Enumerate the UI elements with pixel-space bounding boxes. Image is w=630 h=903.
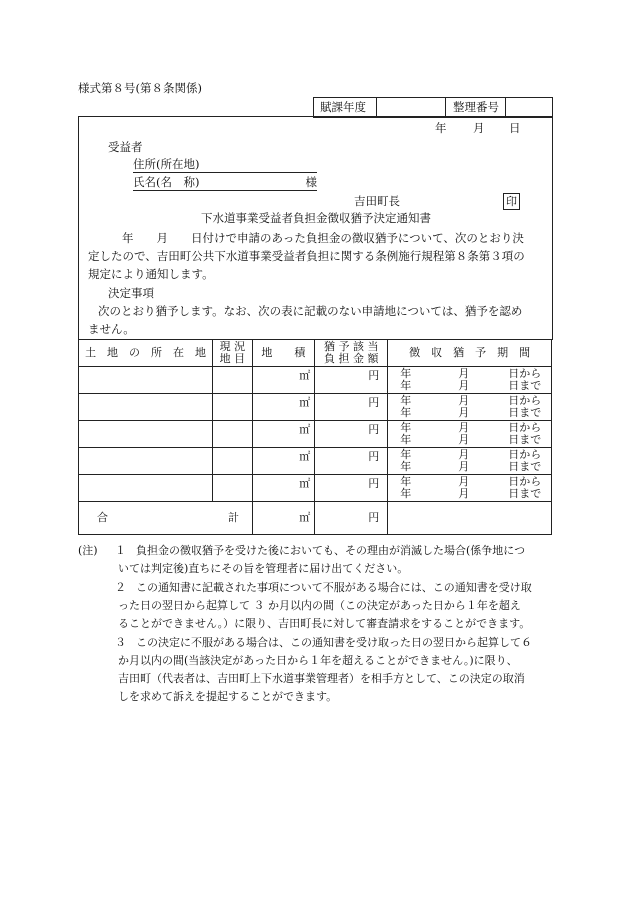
location-cell[interactable] <box>79 448 213 475</box>
area-unit: ㎡ <box>299 477 311 490</box>
note-1-line-1 <box>78 542 526 561</box>
period-until: 日まで <box>508 406 542 419</box>
table-row <box>79 367 552 394</box>
area-cell[interactable] <box>252 367 315 394</box>
area-cell[interactable] <box>252 394 315 421</box>
period-cell[interactable] <box>388 475 552 502</box>
period-from: 日から <box>508 475 542 488</box>
seal-stamp: 印 <box>503 193 520 210</box>
period-from: 日から <box>508 394 542 407</box>
land-use-cell[interactable] <box>213 367 253 394</box>
total-row <box>79 502 552 535</box>
total-label-cell <box>79 502 253 535</box>
period-cell[interactable] <box>388 421 552 448</box>
amount-header-line1: 猶 予 該 当 <box>323 340 379 353</box>
note-3-number: ３ <box>115 636 126 649</box>
area-cell[interactable] <box>252 448 315 475</box>
period-month-until: 月 <box>458 433 470 446</box>
period-year-until: 年 <box>400 487 412 500</box>
amount-cell[interactable] <box>315 448 388 475</box>
location-cell[interactable] <box>79 475 213 502</box>
period-year-from: 年 <box>400 421 412 434</box>
location-cell[interactable] <box>79 394 213 421</box>
amount-cell[interactable] <box>315 394 388 421</box>
land-use-cell[interactable] <box>213 448 253 475</box>
area-unit: ㎡ <box>299 450 311 463</box>
note-1-text: 負担金の徴収猶予を受けた後においても、その理由が消滅した場合(係争地につ <box>136 544 526 557</box>
period-until: 日まで <box>508 379 542 392</box>
land-use-header-line1: 現 況 <box>219 340 246 353</box>
amount-cell[interactable] <box>315 475 388 502</box>
table-row <box>79 421 552 448</box>
period-year-from: 年 <box>400 367 412 380</box>
note-3-line-4: しを求めて訴えを提起することができます。 <box>118 690 338 703</box>
location-cell[interactable] <box>79 367 213 394</box>
area-unit: ㎡ <box>299 369 311 382</box>
honorific: 様 <box>305 175 317 189</box>
period-year-from: 年 <box>400 394 412 407</box>
deferral-table <box>78 339 552 535</box>
total-period-cell <box>388 502 552 535</box>
note-1-number: １ <box>115 544 126 557</box>
amount-unit: 円 <box>368 396 380 409</box>
note-2-line-1: この通知書に記載された事項について不服がある場合には、この通知書を受け取 <box>136 581 532 594</box>
total-amount-cell[interactable] <box>315 502 388 535</box>
name-line[interactable] <box>133 177 317 191</box>
total-amount-unit: 円 <box>368 511 380 524</box>
period-until: 日まで <box>508 487 542 500</box>
amount-unit: 円 <box>368 450 380 463</box>
table-header-row <box>79 340 552 367</box>
issuer-title: 吉田町長 <box>354 194 400 208</box>
address-label: 住所(所在地) <box>133 157 200 171</box>
recipient-label: 受益者 <box>108 140 143 154</box>
land-use-cell[interactable] <box>213 421 253 448</box>
period-year-until: 年 <box>400 406 412 419</box>
period-month-until: 月 <box>458 460 470 473</box>
land-use-cell[interactable] <box>213 394 253 421</box>
fiscal-year-field[interactable] <box>377 98 445 117</box>
period-cell[interactable] <box>388 394 552 421</box>
location-cell[interactable] <box>79 421 213 448</box>
decision-line-2: ません。 <box>88 322 135 336</box>
period-month-until: 月 <box>458 379 470 392</box>
reference-number-field[interactable] <box>506 98 552 117</box>
total-label-left: 合 <box>97 511 108 524</box>
amount-unit: 円 <box>368 477 380 490</box>
form-number: 様式第８号(第８条関係) <box>78 81 202 95</box>
period-from: 日から <box>508 448 542 461</box>
area-cell[interactable] <box>252 421 315 448</box>
period-month-from: 月 <box>458 394 470 407</box>
amount-header-line2: 負 担 金 額 <box>323 352 379 365</box>
period-cell[interactable] <box>388 367 552 394</box>
table-row <box>79 394 552 421</box>
body-line-2: 定したので、吉田町公共下水道事業受益者負担に関する条例施行規程第８条第３項の <box>88 249 525 263</box>
period-month-until: 月 <box>458 487 470 500</box>
amount-unit: 円 <box>368 423 380 436</box>
period-month-from: 月 <box>458 421 470 434</box>
total-label-right: 計 <box>228 511 239 524</box>
body-line-1: 年 月 日付けで申請のあった負担金の徴収猶予について、次のとおり決 <box>122 231 524 245</box>
note-3-line-3: 吉田町（代表者は、吉田町上下水道事業管理者）を相手方として、この決定の取消 <box>118 672 525 685</box>
note-1-line-2: いては判定後)直ちにその旨を管理者に届け出てください。 <box>118 562 409 575</box>
divider <box>445 98 446 117</box>
period-until: 日まで <box>508 460 542 473</box>
date-month-label: 月 <box>473 121 485 135</box>
land-use-cell[interactable] <box>213 475 253 502</box>
date-day-label: 日 <box>509 121 521 135</box>
period-year-from: 年 <box>400 448 412 461</box>
area-cell[interactable] <box>252 475 315 502</box>
period-month-until: 月 <box>458 406 470 419</box>
period-until: 日まで <box>508 433 542 446</box>
period-from: 日から <box>508 367 542 380</box>
total-area-unit: ㎡ <box>299 511 311 524</box>
period-year-until: 年 <box>400 379 412 392</box>
note-3-line-1: この決定に不服がある場合は、この通知書を受け取った日の翌日から起算して６ <box>136 636 532 649</box>
period-year-until: 年 <box>400 460 412 473</box>
period-header: 徴 収 猶 予 期 間 <box>388 340 552 367</box>
notes-prefix: (注) <box>78 544 98 557</box>
document-title: 下水道事業受益者負担金徴収猶予決定通知書 <box>201 211 431 225</box>
table-row <box>79 475 552 502</box>
decision-heading: 決定事項 <box>108 286 154 300</box>
land-use-header-line2: 地 目 <box>219 352 246 365</box>
land-use-header <box>213 340 253 367</box>
location-header: 土 地 の 所 在 地 <box>79 340 213 367</box>
area-unit: ㎡ <box>299 396 311 409</box>
reference-number-label: 整理番号 <box>453 100 499 114</box>
amount-cell[interactable] <box>315 421 388 448</box>
table-row <box>79 448 552 475</box>
date-year-label: 年 <box>435 121 447 135</box>
period-month-from: 月 <box>458 367 470 380</box>
period-cell[interactable] <box>388 448 552 475</box>
area-header: 地 積 <box>252 340 315 367</box>
decision-line-1: 次のとおり猶予します。なお、次の表に記載のない申請地については、猶予を認め <box>98 304 523 318</box>
header-fields <box>313 97 553 118</box>
period-year-from: 年 <box>400 475 412 488</box>
note-3-line-2: か月以内の間(当該決定があった日から１年を超えることができません。)に限り、 <box>118 654 518 667</box>
period-month-from: 月 <box>458 475 470 488</box>
note-2-line-2: った日の翌日から起算して ３ か月以内の間（この決定があった日から１年を超え <box>118 599 521 612</box>
period-month-from: 月 <box>458 448 470 461</box>
address-line[interactable] <box>133 159 317 173</box>
period-from: 日から <box>508 421 542 434</box>
amount-cell[interactable] <box>315 367 388 394</box>
amount-unit: 円 <box>368 369 380 382</box>
note-2-line-3: ることができません。）に限り、吉田町長に対して審査請求をすることができます。 <box>118 617 531 630</box>
period-year-until: 年 <box>400 433 412 446</box>
note-2-number: ２ <box>115 581 126 594</box>
area-unit: ㎡ <box>299 423 311 436</box>
total-area-cell[interactable] <box>252 502 315 535</box>
amount-header <box>315 340 388 367</box>
name-label: 氏名(名 称) <box>133 175 200 189</box>
fiscal-year-label: 賦課年度 <box>320 100 366 114</box>
body-line-3: 規定により通知します。 <box>88 267 214 281</box>
